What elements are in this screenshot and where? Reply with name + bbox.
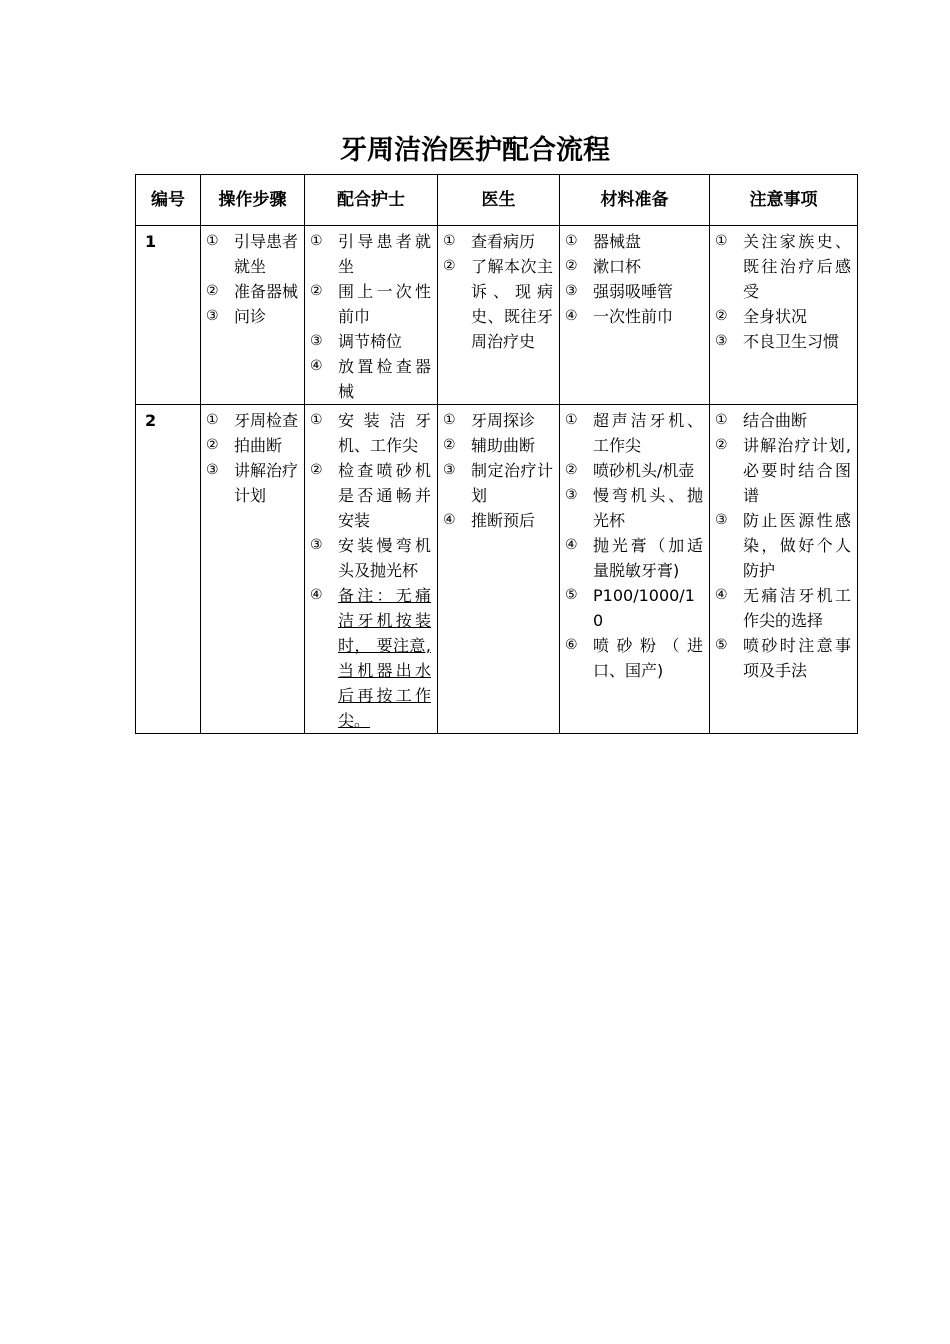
- item-text: 引导患者就坐: [234, 232, 299, 276]
- list-item: [715, 329, 851, 354]
- item-text: 不良卫生习惯: [743, 332, 840, 351]
- procedure-table: [135, 174, 858, 734]
- item-text: 防止医源性感染，做好个人防护: [743, 511, 851, 580]
- list-item: [565, 254, 703, 279]
- item-text: 安装慢弯机头及抛光杯: [338, 536, 431, 580]
- item-text: 辅助曲断: [471, 436, 536, 455]
- header-materials: 材料准备: [560, 175, 710, 226]
- list-item: [565, 633, 703, 683]
- item-text: 抛光膏（加适量脱敏牙膏): [593, 536, 703, 580]
- list-item: [443, 408, 553, 433]
- list-item: [565, 408, 703, 458]
- item-text: 无痛洁牙机工作尖的选择: [743, 586, 851, 630]
- table-row: [136, 226, 858, 405]
- item-text: 喷砂时注意事项及手法: [743, 636, 851, 680]
- steps-cell: [201, 405, 305, 734]
- page-title: 牙周洁治医护配合流程: [340, 135, 610, 166]
- item-text: 牙周探诊: [471, 411, 536, 430]
- item-marker: ②: [443, 437, 456, 453]
- list-item: [715, 583, 851, 633]
- item-marker: ④: [565, 537, 578, 553]
- item-text: 推断预后: [471, 511, 536, 530]
- list-item: [310, 533, 431, 583]
- item-text: 强弱吸唾管: [593, 282, 674, 301]
- item-text: 漱口杯: [593, 257, 642, 276]
- list-item: [565, 533, 703, 583]
- item-text: 围上一次性前巾: [338, 282, 431, 326]
- list-item: [443, 229, 553, 254]
- list-item: [443, 433, 553, 458]
- item-text: 讲解治疗计划: [234, 461, 299, 505]
- item-marker: ④: [715, 587, 728, 603]
- item-marker: ②: [206, 437, 219, 453]
- item-marker: ①: [310, 412, 323, 428]
- list-item: [206, 433, 298, 458]
- row-number: 2: [136, 405, 201, 734]
- list-item: [443, 508, 553, 533]
- list-item: [206, 229, 298, 279]
- list-item: [310, 408, 431, 458]
- item-marker: ②: [715, 437, 728, 453]
- item-marker: ②: [565, 258, 578, 274]
- list-item: [310, 354, 431, 404]
- item-marker: ①: [443, 412, 456, 428]
- steps-cell: [201, 226, 305, 405]
- notes-cell: [710, 405, 858, 734]
- list-item: [206, 408, 298, 433]
- item-marker: ③: [443, 462, 456, 478]
- list-item: [715, 433, 851, 508]
- item-marker: ①: [715, 412, 728, 428]
- item-text: 牙周检查: [234, 411, 299, 430]
- list-item: [565, 279, 703, 304]
- item-marker: ⑤: [715, 637, 728, 653]
- list-item: [565, 304, 703, 329]
- item-marker: ①: [715, 233, 728, 249]
- list-item: [206, 279, 298, 304]
- list-item: [715, 633, 851, 683]
- header-doctor: 医生: [438, 175, 560, 226]
- table-header-row: [136, 175, 858, 226]
- item-marker: ②: [206, 283, 219, 299]
- list-item: [310, 329, 431, 354]
- item-text: 全身状况: [743, 307, 808, 326]
- item-text: 讲解治疗计划,必要时结合图谱: [743, 436, 851, 505]
- header-number: 编号: [136, 175, 201, 226]
- item-marker: ③: [715, 333, 728, 349]
- list-item: [206, 304, 298, 329]
- row-number: 1: [136, 226, 201, 405]
- item-marker: ②: [310, 462, 323, 478]
- item-text: 喷砂机头/机壶: [593, 461, 695, 480]
- item-text: 引导患者就坐: [338, 232, 431, 276]
- list-item: [310, 279, 431, 329]
- list-item: [715, 229, 851, 304]
- item-marker: ⑥: [565, 637, 578, 653]
- item-marker: ②: [310, 283, 323, 299]
- list-item: [443, 254, 553, 354]
- nurse-cell: [305, 226, 438, 405]
- item-marker: ③: [715, 512, 728, 528]
- item-marker: ③: [206, 462, 219, 478]
- materials-cell: [560, 405, 710, 734]
- item-text: 超声洁牙机、工作尖: [593, 411, 703, 455]
- item-text: 了解本次主诉、现病史、既往牙周治疗史: [471, 257, 553, 351]
- list-item: [715, 304, 851, 329]
- item-text: 制定治疗计划: [471, 461, 553, 505]
- doctor-cell: [438, 405, 560, 734]
- list-item: [206, 458, 298, 508]
- item-marker: ①: [565, 233, 578, 249]
- item-marker: ③: [310, 333, 323, 349]
- doctor-cell: [438, 226, 560, 405]
- item-text: 关注家族史、既往治疗后感受: [743, 232, 851, 301]
- header-notes: 注意事项: [710, 175, 858, 226]
- item-marker: ③: [565, 487, 578, 503]
- item-marker: ①: [565, 412, 578, 428]
- list-item: [310, 583, 431, 733]
- nurse-cell: [305, 405, 438, 734]
- item-marker: ②: [715, 308, 728, 324]
- item-marker: ④: [565, 308, 578, 324]
- list-item: [310, 458, 431, 533]
- list-item: [565, 583, 703, 633]
- item-text: 喷砂粉（进口、国产): [593, 636, 703, 680]
- list-item: [565, 483, 703, 533]
- item-text: 调节椅位: [338, 332, 403, 351]
- item-marker: ②: [565, 462, 578, 478]
- item-marker: ④: [443, 512, 456, 528]
- item-text: 放置检查器械: [338, 357, 431, 401]
- item-marker: ②: [443, 258, 456, 274]
- notes-cell: [710, 226, 858, 405]
- item-marker: ④: [310, 358, 323, 374]
- item-text: 查看病历: [471, 232, 536, 251]
- item-marker: ③: [310, 537, 323, 553]
- list-item: [565, 458, 703, 483]
- item-marker: ④: [310, 587, 323, 603]
- item-marker: ③: [565, 283, 578, 299]
- item-marker: ①: [310, 233, 323, 249]
- item-text: 器械盘: [593, 232, 642, 251]
- list-item: [443, 458, 553, 508]
- list-item: [715, 408, 851, 433]
- remark-text: 备注：无痛洁牙机按装时， 要注意,当机器出水后再按工作尖。: [338, 586, 431, 730]
- item-marker: ①: [443, 233, 456, 249]
- list-item: [715, 508, 851, 583]
- header-steps: 操作步骤: [201, 175, 305, 226]
- item-text: 结合曲断: [743, 411, 808, 430]
- item-text: 检查喷砂机是否通畅并安装: [338, 461, 431, 530]
- materials-cell: [560, 226, 710, 405]
- item-text: 慢弯机头、抛光杯: [593, 486, 703, 530]
- item-text: 一次性前巾: [593, 307, 674, 326]
- item-text: 准备器械: [234, 282, 299, 301]
- list-item: [310, 229, 431, 279]
- item-text: 问诊: [234, 307, 267, 326]
- item-text: P100/1000/10: [593, 586, 695, 630]
- list-item: [565, 229, 703, 254]
- header-nurse: 配合护士: [305, 175, 438, 226]
- item-marker: ①: [206, 233, 219, 249]
- item-marker: ①: [206, 412, 219, 428]
- item-marker: ⑤: [565, 587, 578, 603]
- item-text: 拍曲断: [234, 436, 283, 455]
- item-text: 安装洁牙机、工作尖: [338, 411, 431, 455]
- item-marker: ③: [206, 308, 219, 324]
- table-row: [136, 405, 858, 734]
